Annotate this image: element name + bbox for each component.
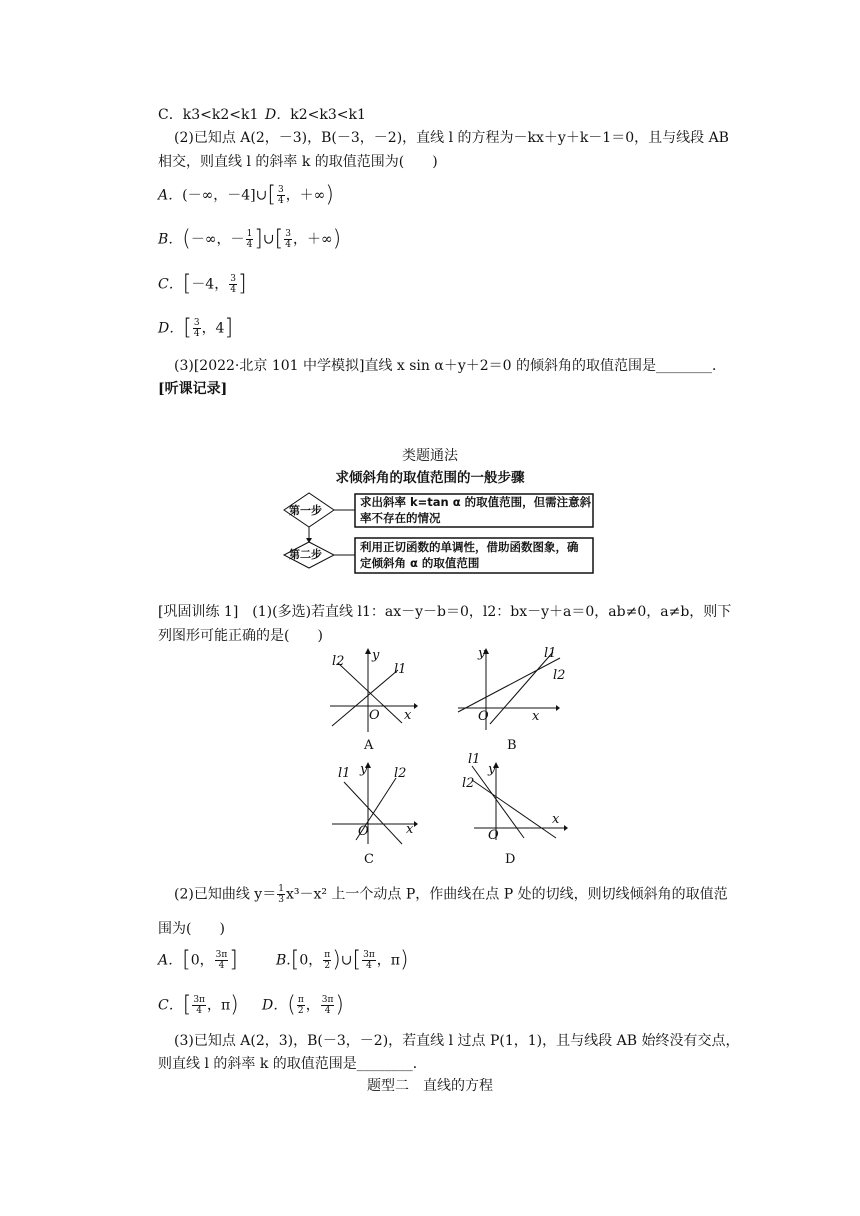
label-l2: l2 xyxy=(462,776,475,791)
graph-c-caption: C xyxy=(364,852,374,867)
q1-option-c xyxy=(158,105,258,125)
option-text: ，＋∞ xyxy=(285,187,326,204)
label-origin: O xyxy=(478,709,489,724)
label-l1: l1 xyxy=(468,752,481,767)
option-label: A． xyxy=(158,952,183,969)
union-sign: ∪ xyxy=(262,231,275,248)
option-text: －∞，－ xyxy=(190,231,245,248)
option-text: ，π xyxy=(206,997,231,1014)
label-x: x xyxy=(406,822,414,837)
option-label: C． xyxy=(158,997,183,1014)
fraction: $\frac{3\pi}{4}$ xyxy=(321,995,334,1016)
option-label: D． xyxy=(262,997,288,1014)
fraction: $\frac{3}{4}$ xyxy=(277,185,284,206)
method-title: 类题通法 xyxy=(402,448,458,464)
line-l1 xyxy=(332,670,398,726)
fraction: $\frac{3}{4}$ xyxy=(193,318,200,339)
fraction: $\frac{1}{4}$ xyxy=(246,229,253,250)
option-label: D． xyxy=(265,107,291,123)
fraction: $\frac{3}{4}$ xyxy=(285,229,291,250)
lecture-notes-label: [听课记录] xyxy=(158,381,228,397)
option-label: A． xyxy=(158,187,183,204)
line-l1 xyxy=(458,658,560,712)
label-l2: l2 xyxy=(332,654,345,669)
fraction: $\frac{3\pi}{4}$ xyxy=(215,950,228,971)
option-text: 0， xyxy=(299,952,323,969)
option-label: C． xyxy=(158,107,183,123)
q2-stem-line1: (2)已知点 A(2，－3)，B(－3，－2)，直线 l 的方程为－kx＋y＋k－1＝0，且与线段 AB xyxy=(174,130,729,146)
option-label: D． xyxy=(158,320,184,337)
option-text: ，π xyxy=(376,952,400,969)
option-label: B． xyxy=(158,231,183,248)
option-text: ，＋∞ xyxy=(292,231,333,248)
q3-stem: (3)[2022·北京 101 中学模拟]直线 x sin α＋y＋2＝0 的倾斜角的取值范围是________． xyxy=(174,358,727,374)
graph-d xyxy=(460,752,570,842)
p3-stem-line1: (3)已知点 A(2，3)，B(－3，－2)，若直线 l 过点 P(1，1)，且与线段 AB 始终没有交点， xyxy=(174,1033,740,1049)
graph-c xyxy=(330,760,420,845)
label-l1: l1 xyxy=(544,646,557,661)
step1-text-line2: 率不存在的情况 xyxy=(360,511,441,525)
step2-text-line1: 利用正切函数的单调性，借助函数图象，确 xyxy=(360,540,579,554)
graph-b xyxy=(456,646,566,731)
line-l2 xyxy=(490,652,553,724)
stem-text: x³－x² 上一个动点 P，作曲线在点 P 处的切线，则切线倾斜角的取值范 xyxy=(285,886,728,903)
graph-d-caption: D xyxy=(505,852,516,867)
label-l2: l2 xyxy=(394,766,407,781)
label-origin: O xyxy=(358,824,369,839)
label-origin: O xyxy=(488,828,499,843)
q1-option-d xyxy=(265,105,366,125)
method-subtitle: 求倾斜角的取值范围的一般步骤 xyxy=(335,470,525,486)
option-label: C． xyxy=(158,276,183,293)
q2-option-a: A．(－∞，－4]∪[ $\frac{3}{4}$ ，＋∞) xyxy=(158,182,334,208)
union-sign: ∪ xyxy=(340,952,353,969)
option-text: (－∞，－4]∪ xyxy=(182,187,268,204)
section-title: 题型二 直线的方程 xyxy=(367,1078,493,1094)
step1-text-line1: 求出斜率 k=tan α 的取值范围，但需注意斜 xyxy=(360,495,592,509)
fraction: $\frac{3}{4}$ xyxy=(230,274,236,295)
label-y: y xyxy=(360,762,368,777)
p2-option-a: A．[0， $\frac{3\pi}{4}$ ] xyxy=(158,947,238,973)
fraction: $\frac{1}{3}$ xyxy=(278,884,284,905)
option-text: k2<k3<k1 xyxy=(290,107,366,123)
graph-a-caption: A xyxy=(364,738,374,753)
option-label: B. xyxy=(276,952,291,969)
label-y: y xyxy=(488,762,496,777)
label-l1: l1 xyxy=(338,766,351,781)
practice-stem-line1: [巩固训练 1] (1)(多选)若直线 l1：ax－y－b＝0，l2：bx－y＋a＝0，ab≠0，a≠b，则下 xyxy=(158,604,732,620)
fraction: $\frac{\pi}{2}$ xyxy=(297,995,304,1016)
p2-option-b: B.[0， $\frac{\pi}{2}$ )∪[ $\frac{3\pi}{4}$ ，π) xyxy=(276,947,409,973)
label-x: x xyxy=(404,708,412,723)
q2-option-d: D．[ $\frac{3}{4}$ ，4] xyxy=(158,315,234,341)
p2-option-d: D．( $\frac{\pi}{2}$ ， $\frac{3\pi}{4}$ ) xyxy=(262,992,344,1018)
option-text: k3<k2<k1 xyxy=(182,107,259,123)
line-l2 xyxy=(472,780,556,838)
label-y: y xyxy=(478,646,486,661)
option-text: ，4 xyxy=(201,320,225,337)
practice-stem-line2: 列图形可能正确的是( ) xyxy=(158,628,323,644)
graph-b-caption: B xyxy=(507,738,517,753)
stem-text: (2)已知曲线 y＝ xyxy=(174,886,277,903)
label-l1: l1 xyxy=(394,662,407,677)
label-origin: O xyxy=(369,708,380,723)
p2-stem-line1 xyxy=(174,884,728,905)
step2-text-line2: 定倾斜角 α 的取值范围 xyxy=(360,556,480,570)
label-y: y xyxy=(372,648,380,663)
label-x: x xyxy=(552,812,560,827)
option-text: 0， xyxy=(190,952,214,969)
label-x: x xyxy=(532,709,540,724)
option-text: ， xyxy=(305,997,320,1014)
fraction: $\frac{\pi}{2}$ xyxy=(324,950,331,971)
p3-stem-line2: 则直线 l 的斜率 k 的取值范围是________． xyxy=(158,1056,427,1072)
p2-option-c: C．[ $\frac{3\pi}{4}$ ，π) xyxy=(158,992,239,1018)
q2-option-b: B．(－∞，－ $\frac{1}{4}$ ]∪[ $\frac{3}{4}$ ，＋∞) xyxy=(158,226,342,252)
fraction: $\frac{3\pi}{4}$ xyxy=(193,995,205,1016)
q2-option-c: C．[－4， $\frac{3}{4}$ ] xyxy=(158,271,247,297)
step1-tag: 第一步 xyxy=(289,504,322,517)
fraction: $\frac{3\pi}{4}$ xyxy=(363,950,375,971)
label-l2: l2 xyxy=(553,668,566,683)
p2-stem-line2: 围为( ) xyxy=(158,921,225,937)
q2-stem-line2: 相交，则直线 l 的斜率 k 的取值范围为( ) xyxy=(158,154,438,170)
step2-tag: 第二步 xyxy=(289,548,322,561)
graph-a xyxy=(328,648,418,733)
option-text: －4， xyxy=(191,276,229,293)
